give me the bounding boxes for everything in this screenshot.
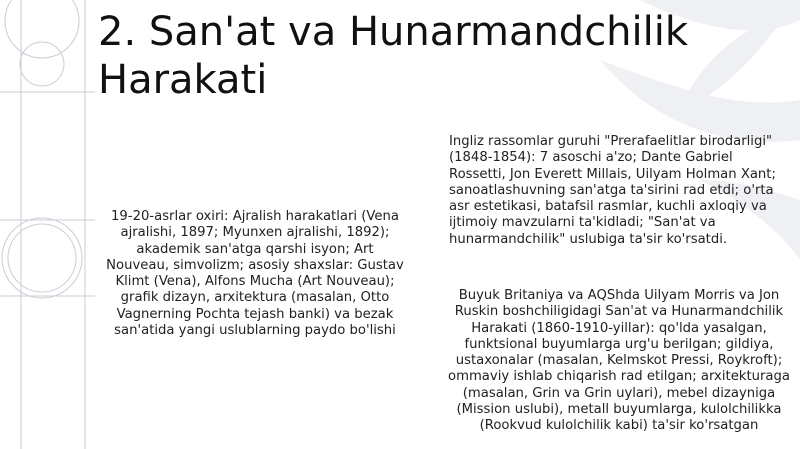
slide-title: 2. San'at va Hunarmandchilik Harakati (98, 9, 689, 103)
bottom-circle (2, 218, 82, 298)
left-text-block: 19-20-asrlar oxiri: Ajralish harakatlari (Vena ajralishi, 1897; Myunxen ajralishi, 1892); akademik san'atga qarshi isyon; Art Nouveau, simvolizm; asosiy shaxslar: Gustav Klimt (Vena), Alfons Mucha (Art Nouveau); grafik dizayn, arxitektura (masalan, Otto Vagnerning Pochta tejash banki) va bezak san'atida yangi uslublarning paydo bo'lishi (106, 209, 404, 339)
right-text-block-1: Ingliz rassomlar guruhi "Prerafaelitlar birodarligi" (1848-1854): 7 asoschi a'zo; Dante Gabriel Rossetti, Jon Everett Millais, Uilyam Holman Xant; sanoatlashuvning san'atga ta'sirini rad etdi; o'rta asr estetikasi, batafsil rasmlar, kuchli axloqiy va ijtimoiy mavzularni ta'kidladi; "San'at va hunarmandchilik" uslubiga ta'sir ko'rsatdi. (449, 134, 776, 247)
small-circle (20, 42, 64, 86)
line-decoration (0, 0, 95, 449)
right-text-block-2: Buyuk Britaniya va AQShda Uilyam Morris va Jon Ruskin boshchiligidagi San'at va Hunarmandchilik Harakati (1860-1910-yillar): qo'lda yasalgan, funktsional buyumlarga urg'u berilgan; gildiya, ustaxonalar (masalan, Kelmskot Pressi, Roykroft); ommaviy ishlab chiqarish rad etilgan; arxitekturaga (masalan, Grin va Grin uylari), mebel dizayniga (Mission uslubi), metall buyumlarga, kulolchilikka (Rookvud kulolchilik kabi) ta'sir ko'rsatgan (448, 288, 790, 434)
bottom-inner-circle (8, 224, 76, 292)
large-circle (5, 0, 79, 58)
